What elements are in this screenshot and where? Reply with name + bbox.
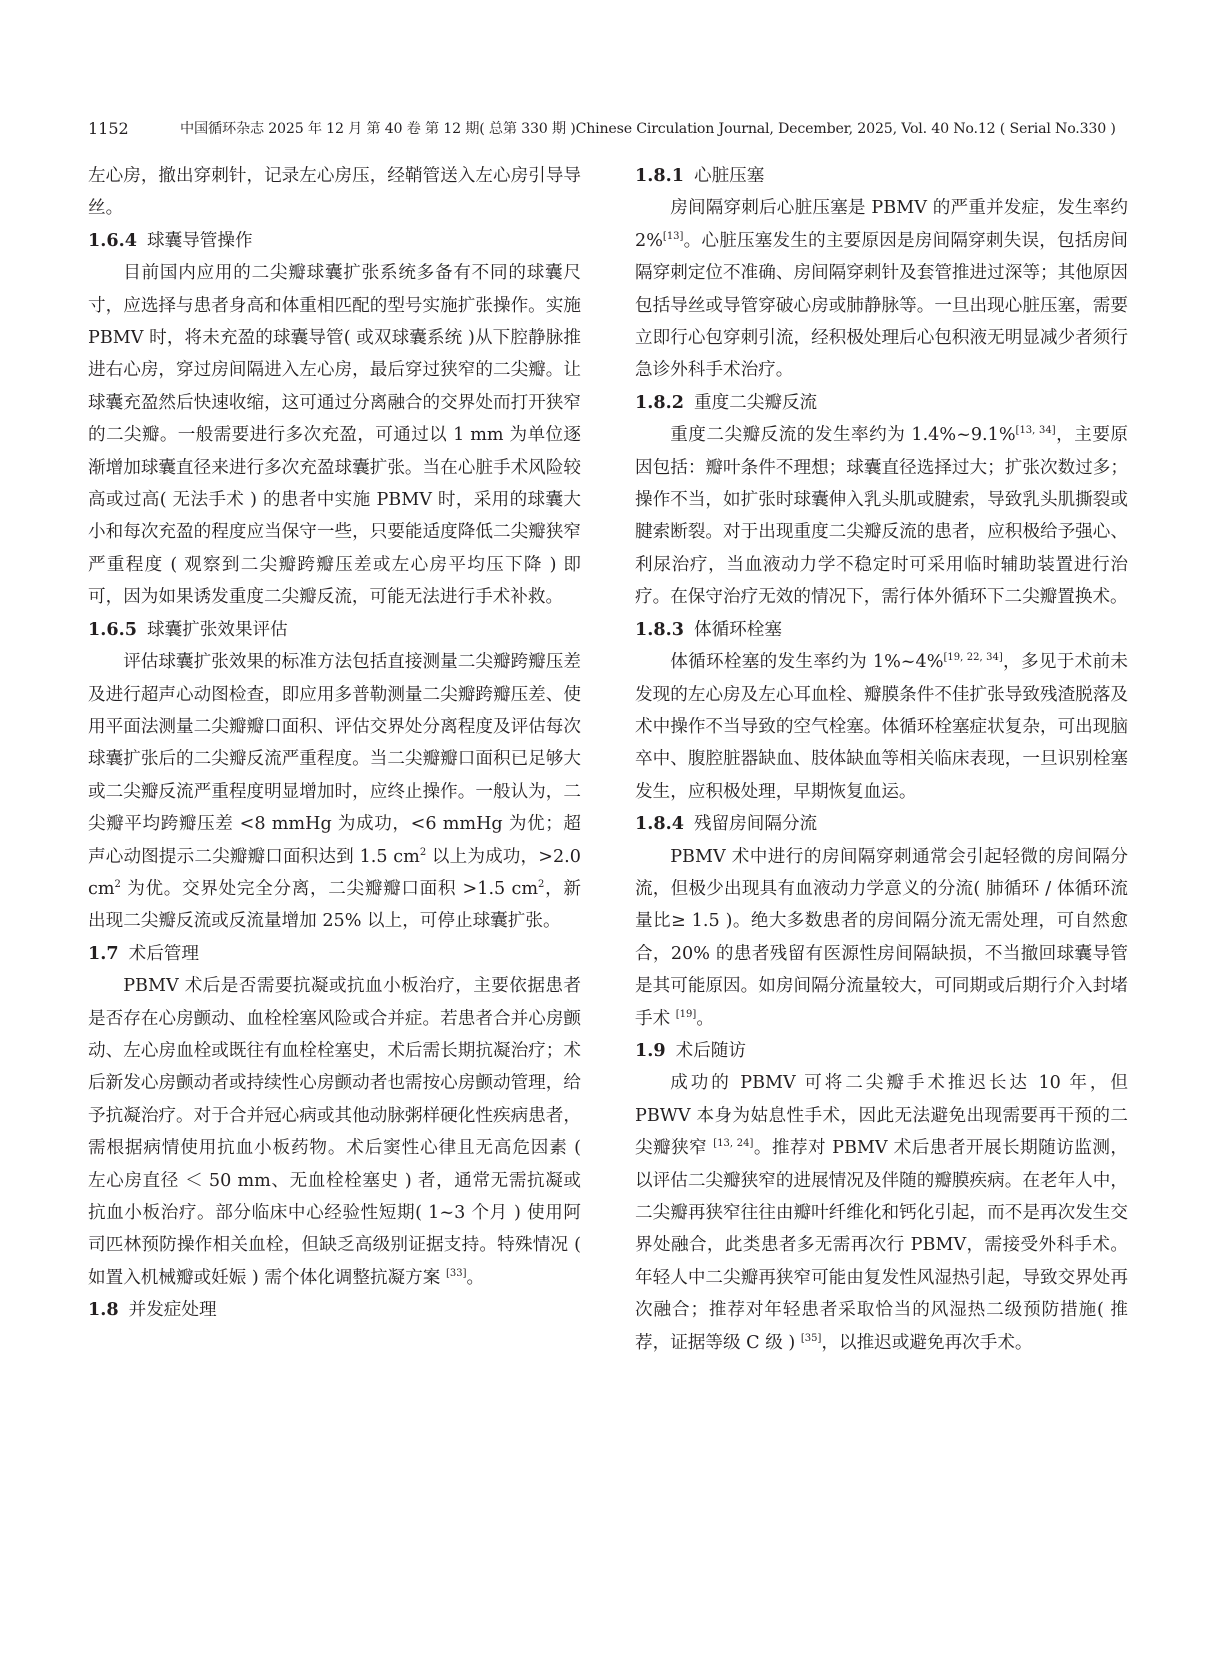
section-heading-1-8-3 xyxy=(635,614,1128,646)
section-number: 1.6.4 xyxy=(88,229,137,251)
section-number: 1.9 xyxy=(635,1039,666,1061)
paragraph: 目前国内应用的二尖瓣球囊扩张系统多备有不同的球囊尺寸，应选择与患者身高和体重相匹配的型号实施扩张操作。实施 PBMV 时，将未充盈的球囊导管( 或双球囊系统 )从下腔静脉推进右心房，穿过房间隔进入左心房，最后穿过狭窄的二尖瓣。让球囊充盈然后快速收缩，这可通过分离融合的交界处而打开狭窄的二尖瓣。一般需要进行多次充盈，可通过以 1 mm 为单位逐渐增加球囊直径来进行多次充盈球囊扩张。当在心脏手术风险较高或过高( 无法手术 ) 的患者中实施 PBMV 时，采用的球囊大小和每次充盈的程度应当保守一些，只要能适度降低二尖瓣狭窄严重程度 ( 观察到二尖瓣跨瓣压差或左心房平均压下降 ) 即可，因为如果诱发重度二尖瓣反流，可能无法进行手术补救。 xyxy=(88,263,581,608)
section-number: 1.8.4 xyxy=(635,813,684,835)
section-heading-1-8-1 xyxy=(635,160,1128,192)
section-title: 球囊扩张效果评估 xyxy=(146,619,288,640)
section-heading-1-9 xyxy=(635,1035,1128,1067)
section-heading-1-7 xyxy=(88,938,581,970)
section-number: 1.8.3 xyxy=(635,618,684,640)
section-number: 1.8.1 xyxy=(635,165,684,186)
page-number: 1152 xyxy=(88,119,129,138)
paragraph xyxy=(635,646,1128,808)
text-run: ，多见于术前未发现的左心房及左心耳血栓、瓣膜条件不佳扩张导致残渣脱落及术中操作不当导致的空气栓塞。体循环栓塞症状复杂，可出现脑卒中、腹腔脏器缺血、肢体缺血等相关临床表现，一旦识别栓塞发生，应积极处理，早期恢复血运。 xyxy=(635,652,1128,802)
section-heading-1-8-4 xyxy=(635,808,1128,840)
left-column xyxy=(88,160,581,1327)
right-column xyxy=(635,160,1128,1359)
text-run: PBMV 术中进行的房间隔穿刺通常会引起轻微的房间隔分流，但极少出现具有血液动力学意义的分流( 肺循环 / 体循环流量比≥ 1.5 )。绝大多数患者的房间隔分流无需处理，可自然愈合，20% 的患者残留有医源性房间隔缺损，不当撤回球囊导管是其可能原因。如房间隔分流量较大，可同期或后期行介入封堵手术 xyxy=(635,846,1128,1029)
text-run: PBMV 术后是否需要抗凝或抗血小板治疗，主要依据患者是否存在心房颤动、血栓栓塞风险或合并症。若患者合并心房颤动、左心房血栓或既往有血栓栓塞史，术后需长期抗凝治疗；术后新发心房颤动者或持续性心房颤动者也需按心房颤动管理，给予抗凝治疗。对于合并冠心病或其他动脉粥样硬化性疾病患者，需根据病情使用抗血小板药物。术后窦性心律且无高危因素 ( 左心房直径 ＜ 50 mm、无血栓栓塞史 ) 者，通常无需抗凝或抗血小板治疗。部分临床中心经验性短期( 1~3 个月 ) 使用阿司匹林预防操作相关血栓，但缺乏高级别证据支持。特殊情况 ( 如置入机械瓣或妊娠 ) 需个体化调整抗凝方案 xyxy=(88,976,581,1288)
text-run: 评估球囊扩张效果的标准方法包括直接测量二尖瓣跨瓣压差及进行超声心动图检查，即应用多普勒测量二尖瓣跨瓣压差、使用平面法测量二尖瓣瓣口面积、评估交界处分离程度及评估每次球囊扩张后的二尖瓣反流严重程度。当二尖瓣瓣口面积已足够大或二尖瓣反流严重程度明显增加时，应终止操作。一般认为，二尖瓣平均跨瓣压差 <8 mmHg 为成功，<6 mmHg 为优；超声心动图提示二尖瓣瓣口面积达到 1.5 cm xyxy=(88,652,581,867)
section-title: 球囊导管操作 xyxy=(146,230,253,251)
section-heading-1-6-5 xyxy=(88,614,581,646)
section-number: 1.7 xyxy=(88,942,119,964)
paragraph xyxy=(88,646,581,938)
text-run: ，主要原因包括：瓣叶条件不理想；球囊直径选择过大；扩张次数过多；操作不当，如扩张时球囊伸入乳头肌或腱索，导致乳头肌撕裂或腱索断裂。对于出现重度二尖瓣反流的患者，应积极给予强心、利尿治疗，当血液动力学不稳定时可采用临时辅助装置进行治疗。在保守治疗无效的情况下，需行体外循环下二尖瓣置换术。 xyxy=(635,425,1129,608)
citation-ref: [33] xyxy=(445,1267,467,1279)
paragraph xyxy=(635,419,1128,613)
section-title: 并发症处理 xyxy=(128,1300,217,1321)
text-run: 成功的 PBMV 可将二尖瓣手术推迟长达 10 年，但 PBWV 本身为姑息性手术，因此无法避免出现需要再干预的二尖瓣狭窄 xyxy=(635,1073,1128,1159)
text-run: ，以推迟或避免再次手术。 xyxy=(821,1332,1033,1353)
citation-ref: [19, 22, 34] xyxy=(943,652,1003,664)
page-header xyxy=(88,117,1116,141)
section-number: 1.6.5 xyxy=(88,618,137,640)
section-title: 术后管理 xyxy=(128,943,199,964)
text-run: 重度二尖瓣反流的发生率约为 1.4%~9.1% xyxy=(670,425,1016,446)
journal-citation-line: 中国循环杂志 2025 年 12 月 第 40 卷 第 12 期( 总第 330 期 )Chinese Circulation Journal, December, 2025, Vol. 40 No.12 ( Serial No.330 ) xyxy=(180,121,1116,137)
text-run: 。推荐对 PBMV 术后患者开展长期随访监测，以评估二尖瓣狭窄的进展情况及伴随的瓣膜疾病。在老年人中，二尖瓣再狭窄往往由瓣叶纤维化和钙化引起，而不是再次发生交界处融合，此类患者多无需再次行 PBMV，需接受外科手术。年轻人中二尖瓣再狭窄可能由复发性风湿热引起，导致交界处再次融合；推荐对年轻患者采取恰当的风湿热二级预防措施( 推荐，证据等级 C 级 ) xyxy=(635,1138,1128,1353)
text-run: 。 xyxy=(466,1267,485,1288)
citation-ref: [19] xyxy=(675,1008,697,1020)
paragraph xyxy=(88,970,581,1294)
citation-ref: [13, 34] xyxy=(1015,425,1056,437)
section-title: 重度二尖瓣反流 xyxy=(693,392,818,413)
paragraph xyxy=(635,1067,1128,1359)
citation-ref: [13] xyxy=(662,230,684,242)
text-run: ，新出现二尖瓣反流或反流量增加 25% 以上，可停止球囊扩张。 xyxy=(88,878,581,932)
section-heading-1-6-4 xyxy=(88,225,581,257)
text-run: 。 xyxy=(696,1008,714,1029)
section-heading-1-8 xyxy=(88,1294,581,1326)
text-run: 体循环栓塞的发生率约为 1%~4% xyxy=(670,652,944,673)
section-title: 体循环栓塞 xyxy=(693,619,782,640)
paragraph xyxy=(635,192,1128,386)
text-run: 房间隔穿刺后心脏压塞是 PBMV 的严重并发症，发生率约 2% xyxy=(635,198,1128,251)
section-heading-1-8-2 xyxy=(635,387,1128,419)
citation-ref: [35] xyxy=(800,1332,822,1344)
superscript: 2 xyxy=(114,878,121,890)
section-title: 术后随访 xyxy=(675,1040,746,1061)
paragraph xyxy=(635,841,1128,1035)
superscript: 2 xyxy=(419,846,427,858)
section-title: 残留房间隔分流 xyxy=(693,814,818,835)
section-number: 1.8.2 xyxy=(635,391,684,413)
section-title: 心脏压塞 xyxy=(693,166,765,186)
paragraph: 左心房，撤出穿刺针，记录左心房压，经鞘管送入左心房引导导丝。 xyxy=(88,166,581,219)
superscript: 2 xyxy=(538,878,545,890)
text-run: 为优。交界处完全分离，二尖瓣瓣口面积 >1.5 cm xyxy=(120,878,539,899)
section-number: 1.8 xyxy=(88,1299,119,1321)
text-run: 以上为成功，>2.0 cm xyxy=(88,846,581,899)
text-run: 。心脏压塞发生的主要原因是房间隔穿刺失误，包括房间隔穿刺定位不准确、房间隔穿刺针及套管推进过深等；其他原因包括导丝或导管穿破心房或肺静脉等。一旦出现心脏压塞，需要立即行心包穿刺引流，经积极处理后心包积液无明显减少者须行急诊外科手术治疗。 xyxy=(635,230,1128,381)
citation-ref: [13, 24] xyxy=(713,1138,754,1150)
